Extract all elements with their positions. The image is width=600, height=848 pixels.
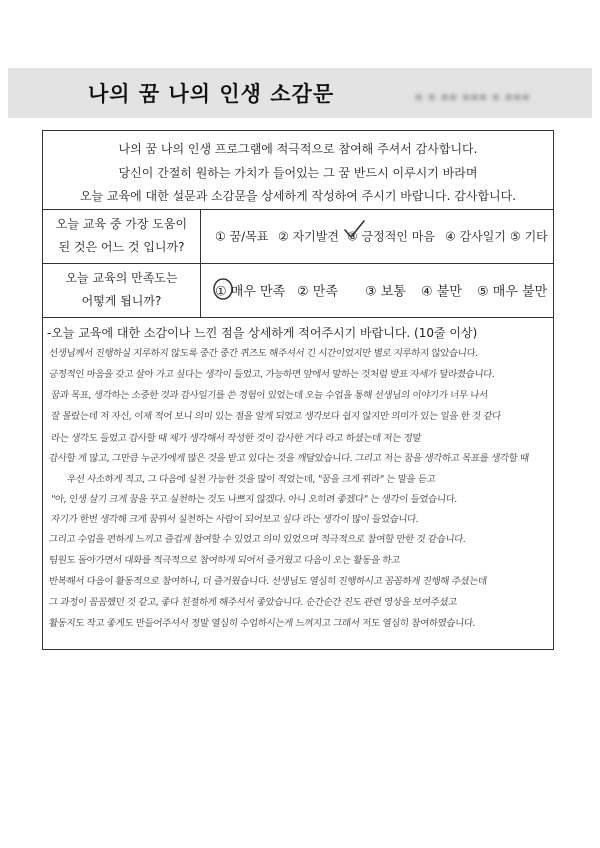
option-gratitude-journal[interactable]: ④ 감사일기 (445, 229, 506, 244)
option-dream-goal[interactable]: ① 꿈/목표 (215, 229, 269, 244)
option-self-discovery[interactable]: ② 자기발견 (278, 229, 339, 244)
handwritten-line: 감사할 게 많고, 그만큼 누군가에게 많은 것을 받고 있다는 것을 깨달았습니다. 그리고 저는 꿈을 생각하고 목표를 생각할 때 (48, 453, 530, 464)
option-satisfied[interactable]: ② 만족 (297, 284, 338, 300)
option-neutral[interactable]: ③ 보통 (365, 284, 406, 300)
option-very-dissatisfied[interactable]: ⑤ 매우 불만 (477, 284, 548, 300)
intro-line-1: 나의 꿈 나의 인생 프로그램에 적극적으로 참여해 주셔서 감사합니다. (118, 142, 478, 156)
handwritten-line: "아, 인생 살기 크게 꿈을 꾸고 실천하는 것도 나쁘지 않겠다. 아니 오히려 좋겠다" 는 생각이 들었습니다. (50, 494, 458, 505)
question-most-helpful (43, 209, 553, 264)
handwritten-line: 그리고 수업을 편하게 느끼고 즐겁게 참여할 수 있었고 의미 있었으며 적극적으로 참여할 만한 것 같습니다. (48, 534, 467, 545)
question-text-line: 오늘 교육의 만족도는 (65, 271, 178, 285)
option-other[interactable]: ⑤ 기타 (510, 229, 548, 244)
handwritten-line: 자기가 한번 생각해 크게 꿈꿔서 실천하는 사람이 되어보고 싶다 라는 생각이 많이 들었습니다. (50, 514, 420, 525)
check-mark-icon (342, 219, 368, 241)
intro-line-3: 오늘 교육에 대한 설문과 소감문을 상세하게 작성하여 주시기 바랍니다. 감사합니다. (79, 189, 517, 203)
answer-options (201, 263, 553, 317)
handwritten-line: 활동지도 작고 좋게도 만들어주셔서 정말 열심히 수업하시는게 느껴지고 그래서 저도 열심히 참여하였습니다. (48, 618, 476, 629)
handwritten-line: 선생님께서 진행하실 지루하지 않도록 중간 중간 퀴즈도 해주셔서 긴 시간이었지만 별로 지루하지 않았습니다. (48, 348, 479, 359)
handwritten-line: 잘 몰랐는데 저 자신, 이제 적어 보니 의미 있는 점을 알게 되었고 생각보다 쉽지 않지만 의미가 있는 일을 한 것 같다 (50, 411, 502, 422)
option-positive-mind[interactable]: ③ 긍정적인 마음 (347, 229, 435, 244)
handwritten-line: 그 과정이 꼼꼼했던 것 같고, 좋다 친절하게 해주셔서 좋았습니다. 순간순간 진도 관련 영상을 보여주셨고 (48, 597, 458, 608)
handwritten-line: 반복해서 다음이 활동적으로 참여하니, 더 즐거웠습니다. 선생님도 열심히 진행하시고 꼼꼼하게 진행해 주셨는데 (48, 576, 488, 587)
redacted-info: ▪ ▪ ▪▪ ▪▪▪ ▪ ▪▪▪ (415, 90, 531, 103)
option-very-satisfied[interactable]: ① 매우 만족 (215, 284, 286, 300)
option-dissatisfied[interactable]: ④ 불만 (421, 284, 462, 300)
survey-form (42, 130, 554, 650)
handwritten-line: 우선 사소하게 적고, 그 다음에 실천 가능한 것을 많이 적었는데, "꿈을 크게 꿔라" 는 말을 듣고 (66, 474, 436, 485)
comment-prompt: -오늘 교육에 대한 소감이나 느낀 점을 상세하게 적어주시기 바랍니다. (10줄 이상) (47, 326, 478, 340)
intro-line-2: 당신이 간절히 원하는 가치가 들어있는 그 꿈 반드시 이루시기 바라며 (118, 166, 478, 180)
question-label (43, 209, 201, 263)
question-text-line: 어떻게 됩니까? (81, 294, 162, 308)
handwritten-line: 팀원도 돌아가면서 대화를 적극적으로 참여하게 되어서 즐거웠고 다음이 오는 활동을 하고 (48, 555, 401, 566)
handwritten-line: 꿈과 목표, 생각하는 소중한 것과 감사일기를 쓴 경험이 있었는데 오늘 수업을 통해 선생님의 이야기가 너무 나서 (50, 390, 489, 401)
answer-options (201, 209, 553, 263)
question-satisfaction (43, 263, 553, 318)
question-text-line: 오늘 교육 중 가장 도움이 (55, 217, 188, 231)
question-text-line: 된 것은 어느 것 입니까? (58, 240, 185, 254)
question-label (43, 263, 201, 317)
page-title: 나의 꿈 나의 인생 소감문 (88, 82, 335, 106)
intro-section (43, 131, 553, 210)
handwritten-line: 라는 생각도 들었고 감사할 때 제가 생각해서 작성한 것이 감사한 거다 라고 하셨는데 저는 정말 (50, 433, 422, 444)
handwritten-line: 긍정적인 마음을 갖고 살아 가고 싶다는 생각이 들었고, 가능하면 앞에서 말하는 것처럼 발표 자세가 달라졌습니다. (48, 369, 496, 380)
circle-mark-icon (211, 276, 235, 302)
